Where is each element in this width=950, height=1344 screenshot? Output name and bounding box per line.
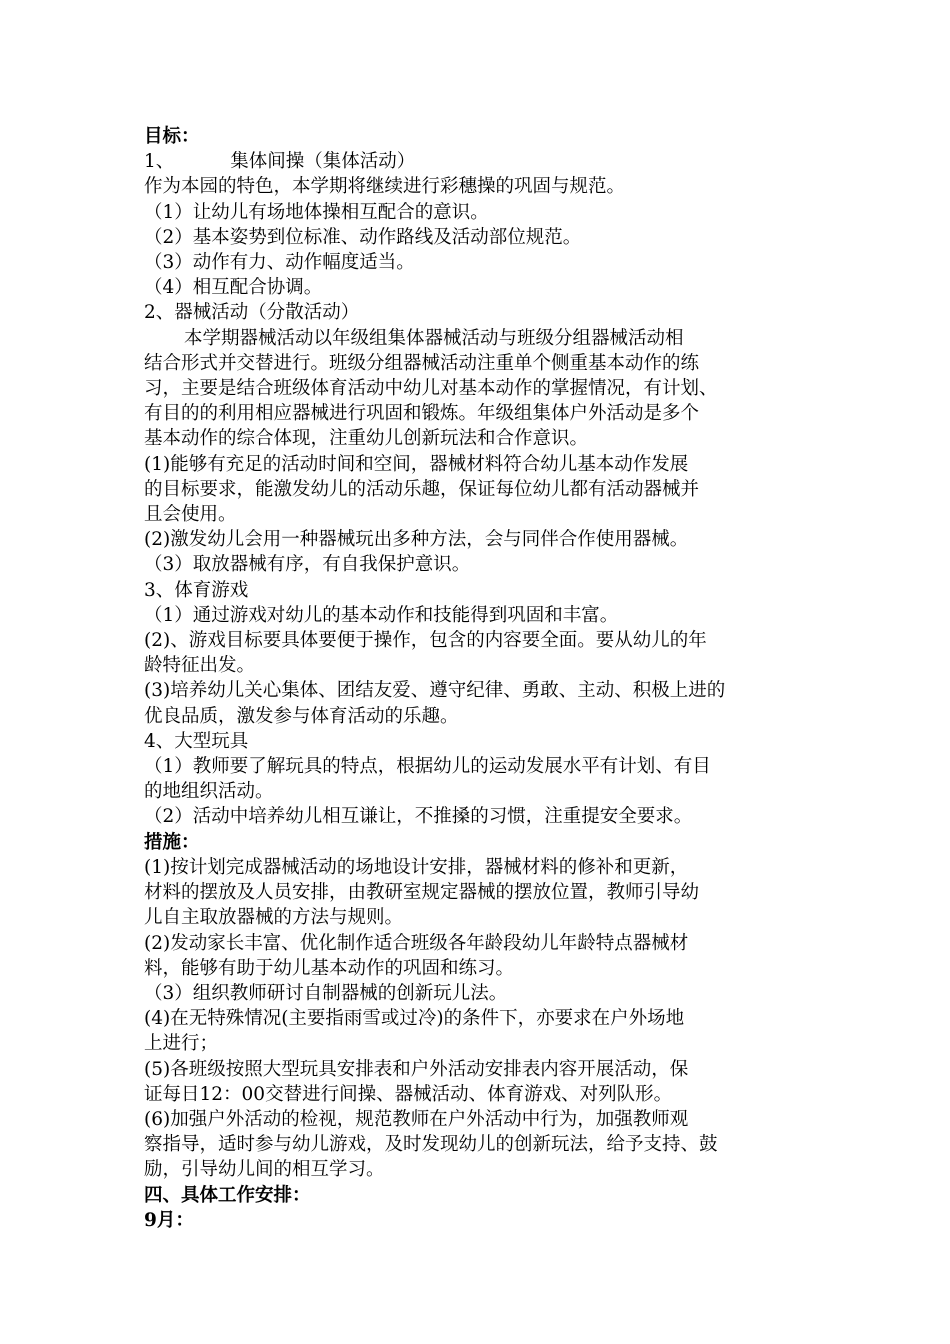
section-2-title: 2、器械活动（分散活动） xyxy=(144,302,360,324)
list-item: （4）相互配合协调。 xyxy=(144,277,323,299)
list-item: (4)在无特殊情况(主要指雨雪或过冷)的条件下，亦要求在户外场地 xyxy=(144,1008,685,1030)
section-1-number: 1、 xyxy=(144,151,175,173)
list-item: (1)能够有充足的活动时间和空间，器械材料符合幼儿基本动作发展 xyxy=(144,453,689,475)
measures-heading: 措施： xyxy=(144,831,200,853)
paragraph-line: 察指导，适时参与幼儿游戏，及时发现幼儿的创新玩法，给予支持、鼓 xyxy=(144,1134,718,1156)
list-item: (6)加强户外活动的检视，规范教师在户外活动中行为，加强教师观 xyxy=(144,1108,689,1130)
list-item: （2）基本姿势到位标准、动作路线及活动部位规范。 xyxy=(144,226,582,248)
paragraph-line: 的目标要求，能激发幼儿的活动乐趣，保证每位幼儿都有活动器械并 xyxy=(144,478,700,500)
paragraph-line: 龄特征出发。 xyxy=(144,655,256,677)
paragraph-line: 有目的的利用相应器械进行巩固和锻炼。年级组集体户外活动是多个 xyxy=(144,403,700,425)
list-item: （3）组织教师研讨自制器械的创新玩儿法。 xyxy=(144,982,508,1004)
paragraph-line: 结合形式并交替进行。班级分组器械活动注重单个侧重基本动作的练 xyxy=(144,352,700,374)
paragraph-line: 优良品质，激发参与体育活动的乐趣。 xyxy=(144,705,459,727)
paragraph-line: 上进行； xyxy=(144,1033,219,1055)
list-item: （2）活动中培养幼儿相互谦让，不推搡的习惯，注重提安全要求。 xyxy=(144,806,693,828)
section-1-title xyxy=(144,149,824,174)
paragraph-line: 且会使用。 xyxy=(144,504,237,526)
paragraph-line: 作为本园的特色，本学期将继续进行彩穗操的巩固与规范。 xyxy=(144,176,626,198)
paragraph-line: 料，能够有助于幼儿基本动作的巩固和练习。 xyxy=(144,957,515,979)
paragraph-line: 证每日12：00交替进行间操、器械活动、体育游戏、对列队形。 xyxy=(144,1083,673,1105)
list-item: （1）让幼儿有场地体操相互配合的意识。 xyxy=(144,201,489,223)
list-item: （1）通过游戏对幼儿的基本动作和技能得到巩固和丰富。 xyxy=(144,604,619,626)
paragraph-line: 基本动作的综合体现，注重幼儿创新玩法和合作意识。 xyxy=(144,428,589,450)
list-item: (3)培养幼儿关心集体、团结友爱、遵守纪律、勇敢、主动、积极上进的 xyxy=(144,680,726,702)
plan-heading: 四、具体工作安排： xyxy=(144,1184,311,1206)
section-1-title-text: 集体间操（集体活动） xyxy=(230,151,416,173)
paragraph-line: 材料的摆放及人员安排，由教研室规定器械的摆放位置，教师引导幼 xyxy=(144,882,700,904)
list-item: (2)激发幼儿会用一种器械玩出多种方法，会与同伴合作使用器械。 xyxy=(144,529,689,551)
list-item: (2)、游戏目标要具体要便于操作，包含的内容要全面。要从幼儿的年 xyxy=(144,630,707,652)
paragraph-line: 励，引导幼儿间的相互学习。 xyxy=(144,1159,385,1181)
document-page xyxy=(144,124,824,1233)
paragraph-line: 习，主要是结合班级体育活动中幼儿对基本动作的掌握情况，有计划、 xyxy=(144,378,718,400)
list-item: (5)各班级按照大型玩具安排表和户外活动安排表内容开展活动，保 xyxy=(144,1058,689,1080)
list-item: (1)按计划完成器械活动的场地设计安排，器械材料的修补和更新， xyxy=(144,856,689,878)
list-item: (2)发动家长丰富、优化制作适合班级各年龄段幼儿年龄特点器械材 xyxy=(144,932,689,954)
section-3-title: 3、体育游戏 xyxy=(144,579,249,601)
paragraph-line: 的地组织活动。 xyxy=(144,781,274,803)
month-heading: 9月： xyxy=(144,1209,194,1231)
list-item: （1）教师要了解玩具的特点，根据幼儿的运动发展水平有计划、有目 xyxy=(144,756,711,778)
list-item: （3）动作有力、动作幅度适当。 xyxy=(144,252,415,274)
goal-heading: 目标： xyxy=(144,126,200,147)
section-4-title: 4、大型玩具 xyxy=(144,730,249,752)
paragraph-line: 儿自主取放器械的方法与规则。 xyxy=(144,907,404,929)
paragraph-line: 本学期器械活动以年级组集体器械活动与班级分组器械活动相 xyxy=(184,327,684,349)
list-item: （3）取放器械有序，有自我保护意识。 xyxy=(144,554,471,576)
